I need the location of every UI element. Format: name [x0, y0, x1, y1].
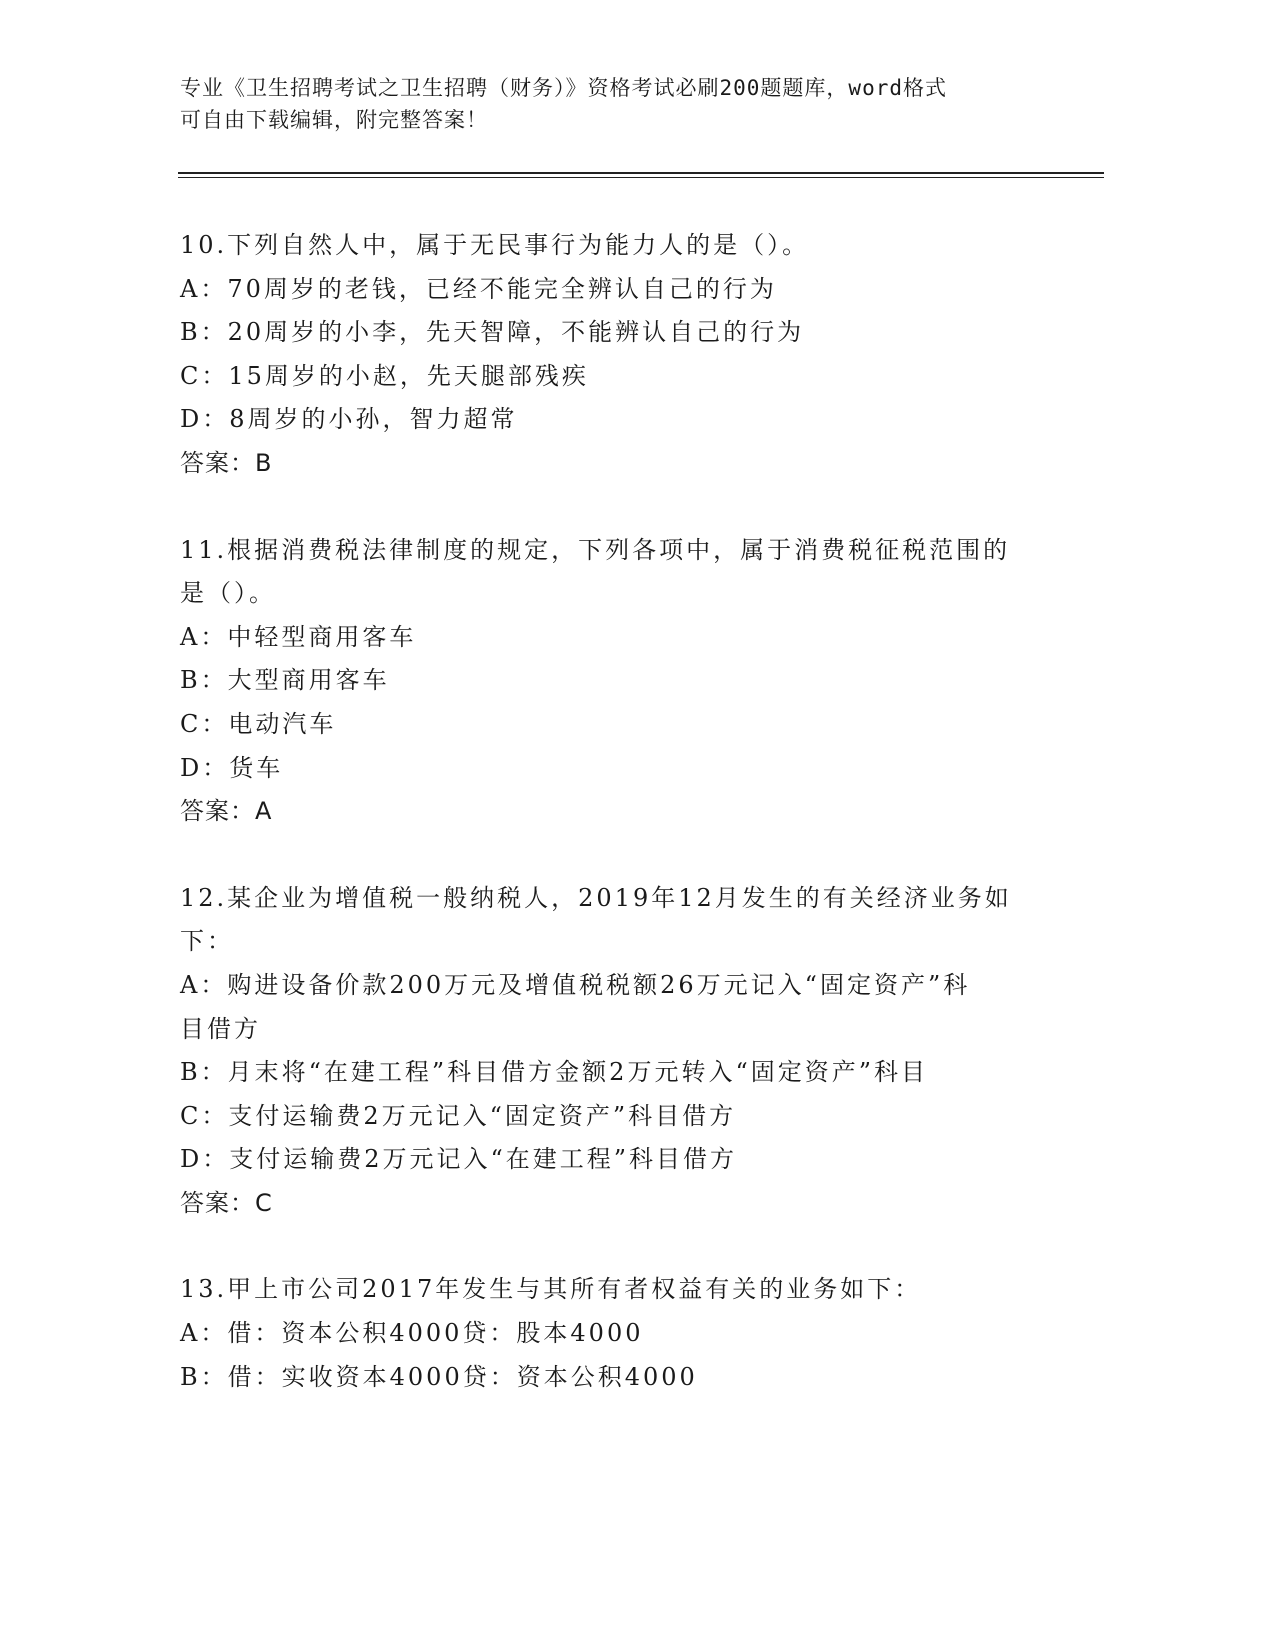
option-line: A：中轻型商用客车: [180, 622, 417, 651]
answer-line: 答案：B: [180, 448, 273, 477]
question-stem-line: 下：: [180, 927, 234, 956]
question-stem-line: 12.某企业为增值税一般纳税人，2019年12月发生的有关经济业务如: [180, 883, 1012, 912]
document-header: [180, 72, 1060, 136]
answer-line: 答案：A: [180, 797, 273, 826]
header-divider-thin: [178, 177, 1104, 178]
option-line: C：15周岁的小赵，先天腿部残疾: [180, 361, 589, 390]
question-stem-line: 13.甲上市公司2017年发生与其所有者权益有关的业务如下：: [180, 1275, 922, 1304]
question-list: [180, 224, 1080, 1442]
question-stem-line: 11.根据消费税法律制度的规定，下列各项中，属于消费税征税范围的: [180, 535, 1011, 564]
option-line: B：月末将“在建工程”科目借方金额2万元转入“固定资产”科目: [180, 1058, 928, 1087]
option-line: C：支付运输费2万元记入“固定资产”科目借方: [180, 1101, 737, 1130]
question-block: [180, 877, 1080, 1226]
header-divider-thick: [178, 172, 1104, 174]
question-block: [180, 529, 1080, 834]
option-line: A：借：资本公积4000贷：股本4000: [180, 1319, 644, 1348]
answer-line: 答案：C: [180, 1188, 273, 1217]
option-line: A：70周岁的老钱，已经不能完全辨认自己的行为: [180, 274, 777, 303]
option-line: D：8周岁的小孙，智力超常: [180, 405, 518, 434]
question-stem-line: 10.下列自然人中，属于无民事行为能力人的是（）。: [180, 231, 810, 259]
option-line: A：购进设备价款200万元及增值税税额26万元记入“固定资产”科: [180, 970, 971, 999]
option-line: D：货车: [180, 753, 284, 782]
header-title-line-1: 专业《卫生招聘考试之卫生招聘（财务）》资格考试必刷200题题库，word格式: [180, 76, 947, 100]
option-line: B：借：实收资本4000贷：资本公积4000: [180, 1362, 698, 1391]
question-stem-line: 是（）。: [180, 579, 276, 608]
question-block: [180, 1268, 1080, 1399]
header-title-line-2: 可自由下载编辑，附完整答案！: [180, 108, 488, 132]
option-line: C：电动汽车: [180, 709, 337, 738]
question-block: [180, 224, 1080, 486]
option-line: B：大型商用客车: [180, 666, 390, 695]
option-line: D：支付运输费2万元记入“在建工程”科目借方: [180, 1145, 738, 1174]
option-line: 目借方: [180, 1014, 261, 1043]
option-line: B：20周岁的小李，先天智障，不能辨认自己的行为: [180, 318, 805, 347]
